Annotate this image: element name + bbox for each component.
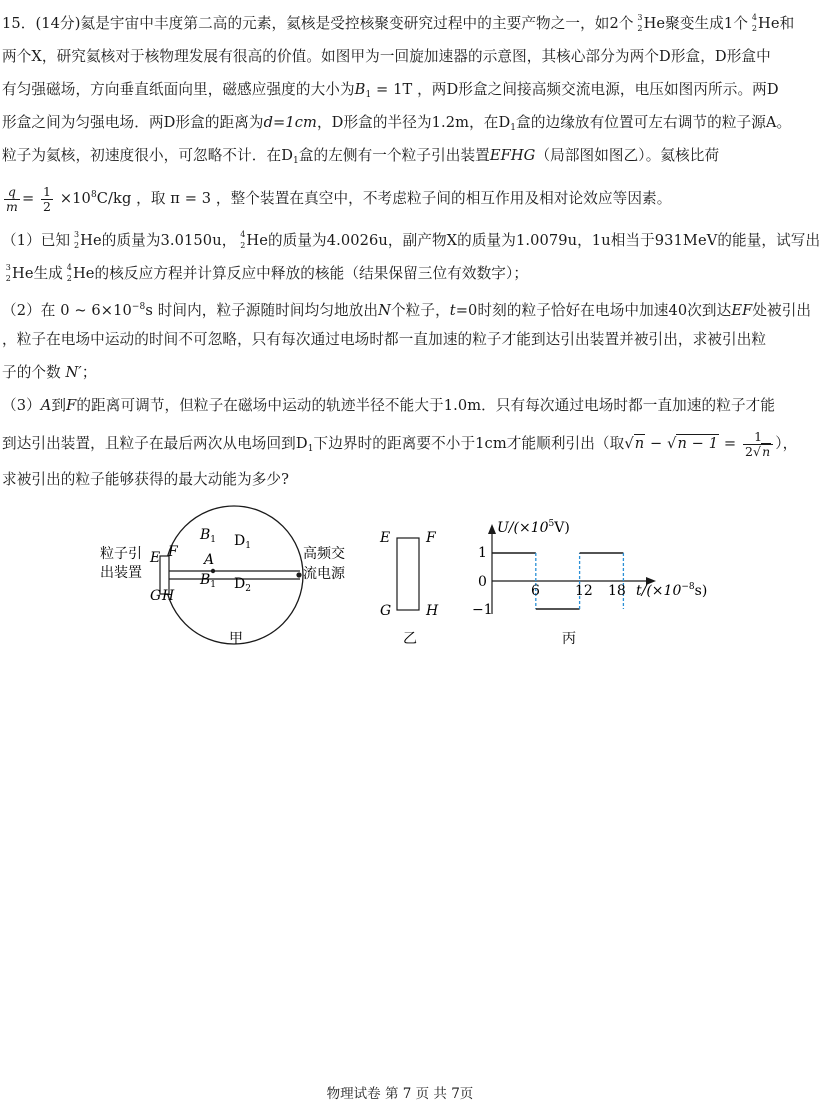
figure-jia (100, 506, 346, 647)
label-g: G (150, 588, 162, 604)
text: 盒的边缘放有位置可左右调节的粒子源A。 (516, 114, 792, 131)
figure-yi (379, 530, 439, 647)
yi-label-e: E (380, 530, 391, 546)
den-n: n (762, 443, 771, 459)
problem-line-3 (2, 80, 798, 105)
text: = (719, 435, 741, 452)
symbol-f: F (66, 397, 77, 414)
symbol-d: D (498, 114, 511, 131)
exponent: 8 (90, 190, 97, 200)
text: 的质量为4.0026u，副产物X的质量为1.0079u，1u相当于931MeV的能量，试写出 (267, 232, 820, 249)
q1-line-1 (2, 230, 820, 251)
text: 形盒之间为匀强电场．两D形盒的距离为 (2, 114, 264, 131)
subscript: 1 (293, 156, 299, 166)
symbol-d: D (295, 435, 308, 452)
y-axis-arrow (488, 524, 496, 534)
d-symbol: D (234, 576, 246, 592)
source-label-2: 流电源 (303, 566, 345, 582)
text: ）， (775, 435, 798, 452)
numerator: q (4, 185, 20, 200)
device-efhg: EFHG (489, 147, 536, 164)
ylabel (497, 519, 570, 536)
symbol-t: t (449, 302, 456, 319)
device-label-1: 粒子引 (100, 546, 142, 562)
xlabel-exp: −8 (681, 582, 695, 592)
text: ，粒子在电场中运动的时间不可忽略，只有每次通过电场时都一直加速的粒子才能到达引出装置并被引出，求被引出粒 (2, 331, 767, 348)
element: He (12, 265, 34, 282)
caption-jia: 甲 (229, 631, 243, 647)
q3-line-2 (2, 425, 798, 463)
xlabel-b: s) (694, 583, 708, 599)
text: √ (624, 435, 634, 452)
yi-label-g: G (380, 603, 392, 619)
subscript: 1 (510, 123, 517, 133)
symbol-d: D (281, 147, 293, 164)
mass-number: 4 (240, 230, 246, 239)
text: 的距离可调节，但粒子在磁场中运动的轨迹半径不能大于1.0m．只有每次通过电场时都一直加速的粒子才能 (76, 397, 776, 414)
charge-mass-fraction (4, 185, 20, 214)
half-fraction (41, 185, 53, 214)
d-sub: 1 (245, 541, 251, 551)
xlabel (636, 582, 707, 599)
isotope-he3 (71, 231, 80, 249)
text: 处被引出 (752, 302, 812, 319)
label-a: A (204, 552, 215, 568)
text: 求被引出的粒子能够获得的最大动能为多少? (2, 471, 290, 488)
text: （3） (2, 397, 41, 414)
isotope-he4 (237, 231, 246, 249)
text: （1）已知 (2, 232, 71, 249)
numerator: 1 (743, 430, 773, 445)
b-symbol: B (200, 572, 211, 588)
approx-fraction (743, 430, 773, 459)
source-label-1: 高频交 (303, 546, 345, 562)
q2-line-1 (2, 297, 812, 321)
den-coef: 2 (744, 443, 754, 459)
ylabel-b: V) (554, 520, 570, 536)
symbol-b: B (354, 81, 366, 98)
exponent: −8 (131, 302, 146, 312)
text: − (645, 435, 668, 452)
figures (0, 498, 800, 658)
sqrt-n: n (634, 435, 645, 452)
text: 子的个数 (2, 364, 66, 381)
distance-d: d=1cm (263, 114, 317, 131)
sqrt-n-minus-1: n − 1 (677, 435, 719, 452)
denominator: 2 (43, 198, 52, 214)
text: 生成 (33, 265, 63, 282)
xtick-6: 6 (531, 583, 540, 599)
q2-line-3 (2, 363, 798, 383)
text: 到 (51, 397, 67, 414)
yi-label-f: F (426, 530, 436, 546)
atomic-number: 2 (240, 241, 246, 250)
problem-line-6 (2, 177, 798, 213)
text: 到达引出装置，且粒子在最后两次从电场回到 (2, 435, 296, 452)
text: （2）在 0 ~ 6×10 (2, 302, 132, 319)
text: 氦是宇宙中丰度第二高的元素，氦核是受控核聚变研究过程中的主要产物之一，如2个 (80, 15, 634, 32)
subscript: 1 (365, 90, 372, 100)
label-b1-bottom (199, 572, 216, 590)
problem-line-5 (2, 146, 798, 171)
text: 和 (779, 15, 795, 32)
q2-line-2 (2, 330, 798, 350)
symbol-a: A (40, 397, 52, 414)
isotope-he4 (64, 264, 73, 282)
text: =0时刻的粒子恰好在电场中加速40次到达 (455, 302, 732, 319)
mass-number: 3 (73, 230, 80, 239)
mass-number: 4 (751, 13, 758, 22)
text: = (21, 190, 40, 207)
atomic-number: 2 (66, 274, 72, 283)
isotope-he4 (749, 14, 758, 32)
symbol-n: N (378, 302, 391, 319)
text: ，D形盒的半径为1.2m，在 (316, 114, 499, 131)
problem-line-4 (2, 113, 798, 138)
label-b1-top (199, 527, 216, 545)
page-footer: 物理试卷 第 7 页 共 7页 (326, 1086, 474, 1102)
symbol-ef: EF (731, 302, 753, 319)
text: （局部图如图乙）。氦核比荷 (535, 147, 720, 164)
text: s 时间内，粒子源随时间均匀地放出 (145, 302, 379, 319)
b-sub: 1 (210, 580, 217, 590)
text: 粒子为氦核，初速度很小，可忽略不计．在 (2, 147, 282, 164)
xtick-18: 18 (608, 583, 626, 599)
text: = 1T ，两D形盒之间接高频交流电源，电压如图丙所示。两D (371, 81, 779, 98)
text: ； (81, 364, 97, 381)
q3-line-3 (2, 470, 798, 490)
element: He (643, 15, 666, 32)
symbol-n-prime: N′ (65, 364, 82, 381)
atomic-number: 2 (637, 24, 643, 33)
text: 两个X，研究氦核对于核物理发展有很高的价值。如图甲为一回旋加速器的示意图，其核心部分为两个D形盒，D形盒中 (2, 48, 771, 65)
q1-line-2 (2, 264, 798, 284)
element: He (246, 232, 268, 249)
isotope-he3 (635, 14, 644, 32)
label-f: F (168, 544, 178, 560)
caption-yi: 乙 (403, 631, 417, 647)
denominator: m (6, 198, 18, 214)
ytick-neg1: −1 (472, 602, 493, 618)
mass-number: 4 (66, 263, 72, 272)
mass-number: 3 (637, 13, 643, 22)
denominator: 2√n (744, 443, 771, 459)
isotope-he3 (3, 264, 12, 282)
text: 的质量为3.0150u， (101, 232, 237, 249)
text: 个粒子， (390, 302, 450, 319)
problem-line-1 (2, 14, 798, 34)
b-sub: 1 (210, 535, 217, 545)
device-rect (397, 538, 419, 610)
atomic-number: 2 (751, 24, 758, 33)
text: 下边界时的距离要不小于1cm才能顺利引出（取 (313, 435, 625, 452)
xlabel-a: t/(×10 (636, 583, 682, 599)
problem-number: 15．(14分) (2, 15, 81, 32)
element: He (72, 265, 95, 282)
atomic-number: 2 (5, 274, 11, 283)
text: 的核反应方程并计算反应中释放的核能（结果保留三位有效数字）； (94, 265, 529, 282)
device-label-2: 出装置 (100, 565, 142, 581)
figure-bing (472, 519, 707, 647)
text: ×10 (55, 190, 91, 207)
text: 聚变生成1个 (665, 15, 749, 32)
ytick-0: 0 (478, 574, 487, 590)
text: 有匀强磁场，方向垂直纸面向里，磁感应强度的大小为 (2, 81, 355, 98)
label-d1 (234, 533, 251, 551)
particle-source-a (211, 569, 215, 573)
ytick-1: 1 (478, 545, 487, 561)
text: 盒的左侧有一个粒子引出装置 (298, 147, 490, 164)
terminal-dot (296, 572, 301, 577)
subscript: 1 (307, 444, 314, 454)
ylabel-exp: 5 (548, 519, 555, 529)
yi-label-h: H (426, 603, 439, 619)
label-h: H (162, 588, 175, 604)
b-symbol: B (200, 527, 211, 543)
cyclotron-circle (165, 506, 303, 644)
label-e: E (150, 550, 161, 566)
xtick-12: 12 (575, 583, 593, 599)
numerator: 1 (43, 183, 52, 199)
element: He (80, 232, 102, 249)
q3-line-1 (2, 396, 798, 416)
text: √ (667, 435, 677, 452)
d-symbol: D (234, 533, 246, 549)
text: C/kg ，取 π = 3 ，整个装置在真空中，不考虑粒子间的相互作用及相对论效应等因素。 (96, 190, 672, 207)
element: He (758, 15, 780, 32)
problem-line-2 (2, 47, 798, 67)
caption-bing: 丙 (562, 631, 576, 647)
d-sub: 2 (245, 584, 251, 594)
ylabel-a: U/(×10 (497, 520, 549, 536)
atomic-number: 2 (73, 241, 80, 250)
mass-number: 3 (5, 263, 11, 272)
